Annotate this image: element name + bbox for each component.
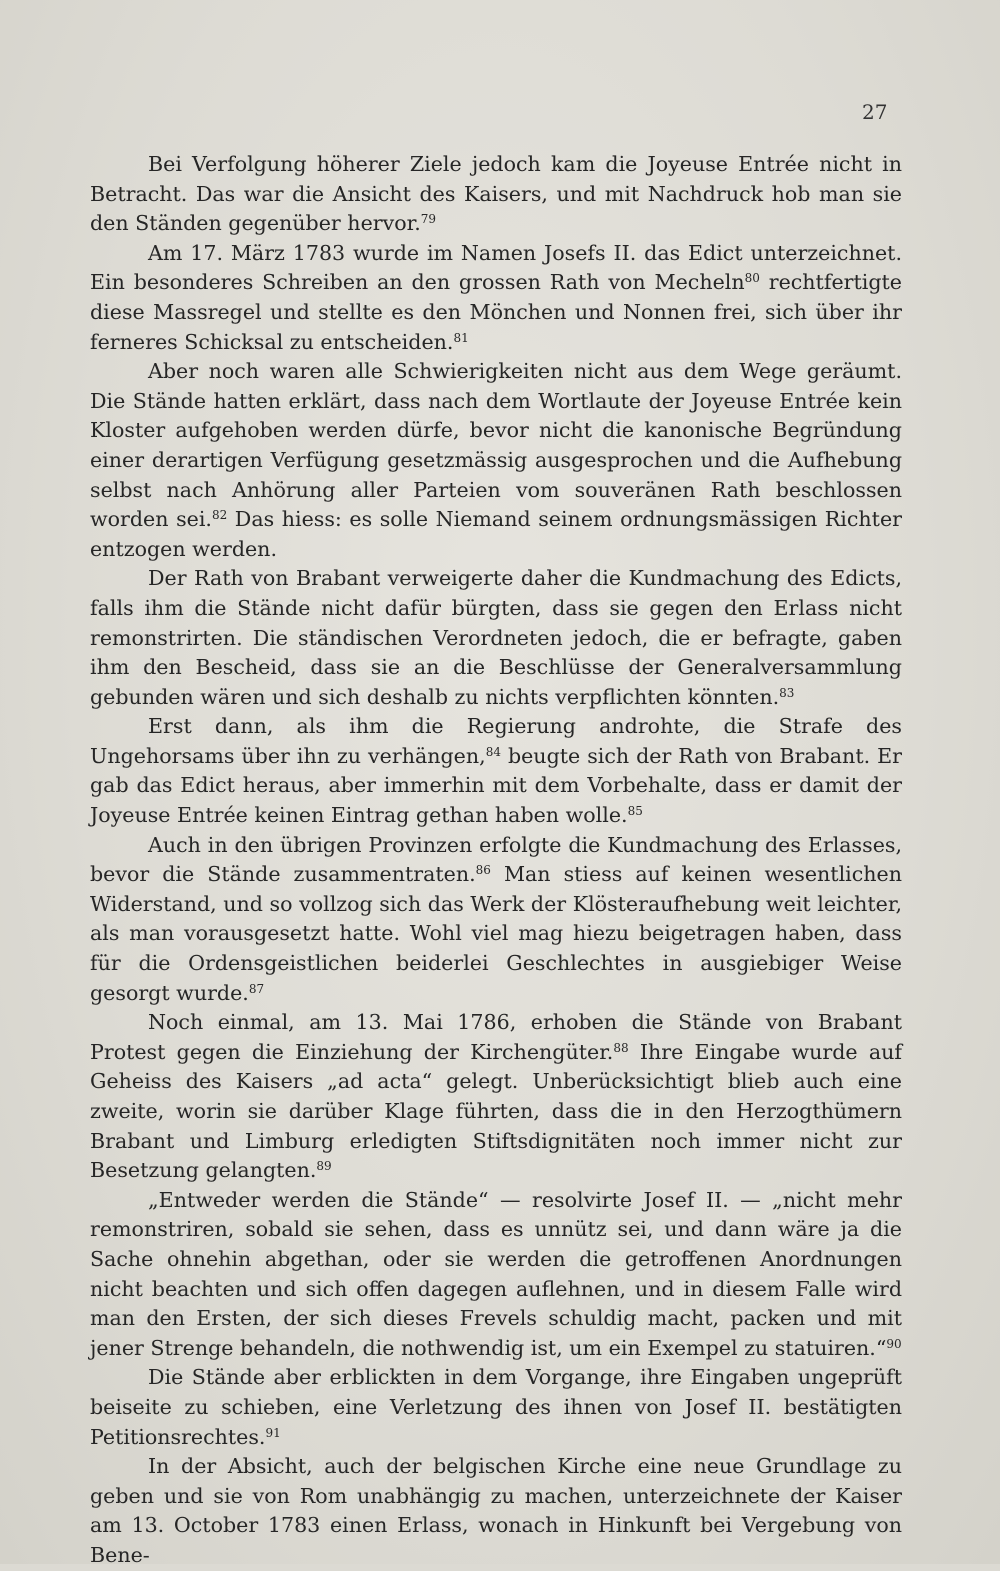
paragraph	[90, 1363, 902, 1452]
footnote-marker: 79	[420, 212, 437, 226]
paragraph-text: „Entweder werden die Stände“ — resolvirte Josef II. — „nicht mehr remonstriren, sobald sie sehen, dass es unnütz sei, und dann wäre ja die Sache ohnehin abgethan, oder sie werden die getroffenen Anordnungen nicht beachten und sich offen dagegen auflehnen, und in diesem Falle wird man den Ersten, der sich dieses Frevels schuldig macht, packen und mit jener Strenge behandeln, die nothwendig ist, um ein Exempel zu statuiren.“	[90, 1187, 902, 1360]
footnote-marker: 81	[453, 330, 469, 345]
footnote-marker: 80	[744, 271, 760, 286]
footnote-marker: 82	[211, 507, 228, 522]
paragraph	[90, 1008, 902, 1186]
footnote-marker: 91	[265, 1425, 281, 1440]
paragraph	[90, 1186, 902, 1364]
footnote-marker: 89	[316, 1159, 332, 1173]
paragraph-text: Bei Verfolgung höherer Ziele jedoch kam die Joyeuse Entrée nicht in Betracht. Das war die Ansicht des Kaisers, und mit Nachdruck hob man sie den Ständen gegenüber hervor.	[90, 152, 902, 236]
paragraph	[90, 831, 902, 1009]
footnote-marker: 84	[485, 744, 501, 759]
paragraph-text: Man stiess auf keinen wesentlichen Widerstand, und so vollzog sich das Werk der Klösteraufhebung weit leichter, als man vorausgesetzt hatte. Wohl viel mag hiezu beigetragen haben, dass für die Ordensgeistlichen beiderlei Geschlechtes in ausgiebiger Weise gesorgt wurde.	[90, 862, 902, 1005]
footnote-marker: 86	[475, 863, 491, 878]
footnote-marker: 83	[779, 685, 795, 700]
paragraph-text: Das hiess: es solle Niemand seinem ordnungsmässigen Richter entzogen werden.	[90, 507, 902, 561]
paragraph-text: Noch einmal, am 13. Mai 1786, erhoben die Stände von Brabant Protest gegen die Einziehung der Kirchengüter.	[90, 1010, 902, 1064]
paragraph	[90, 564, 902, 712]
paragraph-text: rechtfertigte diese Massregel und stellte es den Mönchen und Nonnen frei, sich über ihr ferneres Schicksal zu entscheiden.	[90, 270, 902, 354]
body-text	[90, 150, 902, 1571]
paragraph	[90, 357, 902, 564]
paragraph	[90, 1452, 902, 1570]
paragraph	[90, 712, 902, 830]
footnote-marker: 88	[613, 1040, 629, 1055]
paragraph-text: Der Rath von Brabant verweigerte daher die Kundmachung des Edicts, falls ihm die Stände nicht dafür bürgten, dass sie gegen den Erlass nicht remonstrirten. Die ständischen Verordneten jedoch, die er befragte, gaben ihm den Bescheid, dass sie an die Beschlüsse der Generalversammlung gebunden wären und sich deshalb zu nichts verpflichten könnten.	[90, 566, 902, 709]
paragraph-text: Auch in den übrigen Provinzen erfolgte die Kundmachung des Erlasses, bevor die Stände zusammentraten.	[90, 832, 902, 887]
page-number: 27	[862, 100, 888, 124]
paragraph-text: In der Absicht, auch der belgischen Kirche eine neue Grundlage zu geben und sie von Rom unabhängig zu machen, unterzeichnete der Kaiser am 13. October 1783 einen Erlass, wonach in Hinkunft bei Vergebung von Bene-	[90, 1454, 902, 1567]
paragraph-text: Ihre Eingabe wurde auf Geheiss des Kaisers „ad acta“ gelegt. Unberücksichtigt blieb auch eine zweite, worin sie darüber Klage führten, dass die in den Herzogthümern Brabant und Limburg erledigten Stiftsdignitäten noch immer nicht zur Besetzung gelangten.	[90, 1039, 903, 1183]
paragraph-text: Aber noch waren alle Schwierigkeiten nicht aus dem Wege geräumt. Die Stände hatten erklärt, dass nach dem Wortlaute der Joyeuse Entrée kein Kloster aufgehoben werden dürfe, bevor nicht die kanonische Begründung einer derartigen Verfügung gesetzmässig ausgesprochen und die Aufhebung selbst nach Anhörung aller Parteien vom souveränen Rath beschlossen worden sei.	[90, 359, 902, 532]
paragraph-text: Am 17. März 1783 wurde im Namen Josefs II. das Edict unterzeichnet. Ein besonderes Schreiben an den grossen Rath von Mecheln	[90, 240, 902, 295]
footnote-marker: 87	[248, 981, 265, 996]
paragraph	[90, 150, 902, 239]
paragraph	[90, 239, 902, 357]
footnote-marker: 85	[627, 803, 643, 818]
paragraph-text: Die Stände aber erblickten in dem Vorgange, ihre Eingaben ungeprüft beiseite zu schieben, eine Verletzung des ihnen von Josef II. bestätigten Petitionsrechtes.	[90, 1365, 902, 1449]
footnote-marker: 90	[886, 1336, 902, 1351]
paragraph-text: Erst dann, als ihm die Regierung androhte, die Strafe des Ungehorsams über ihn zu verhängen,	[90, 714, 902, 768]
paragraph-text: beugte sich der Rath von Brabant. Er gab das Edict heraus, aber immerhin mit dem Vorbehalte, dass er damit der Joyeuse Entrée keinen Eintrag gethan haben wolle.	[90, 743, 902, 828]
